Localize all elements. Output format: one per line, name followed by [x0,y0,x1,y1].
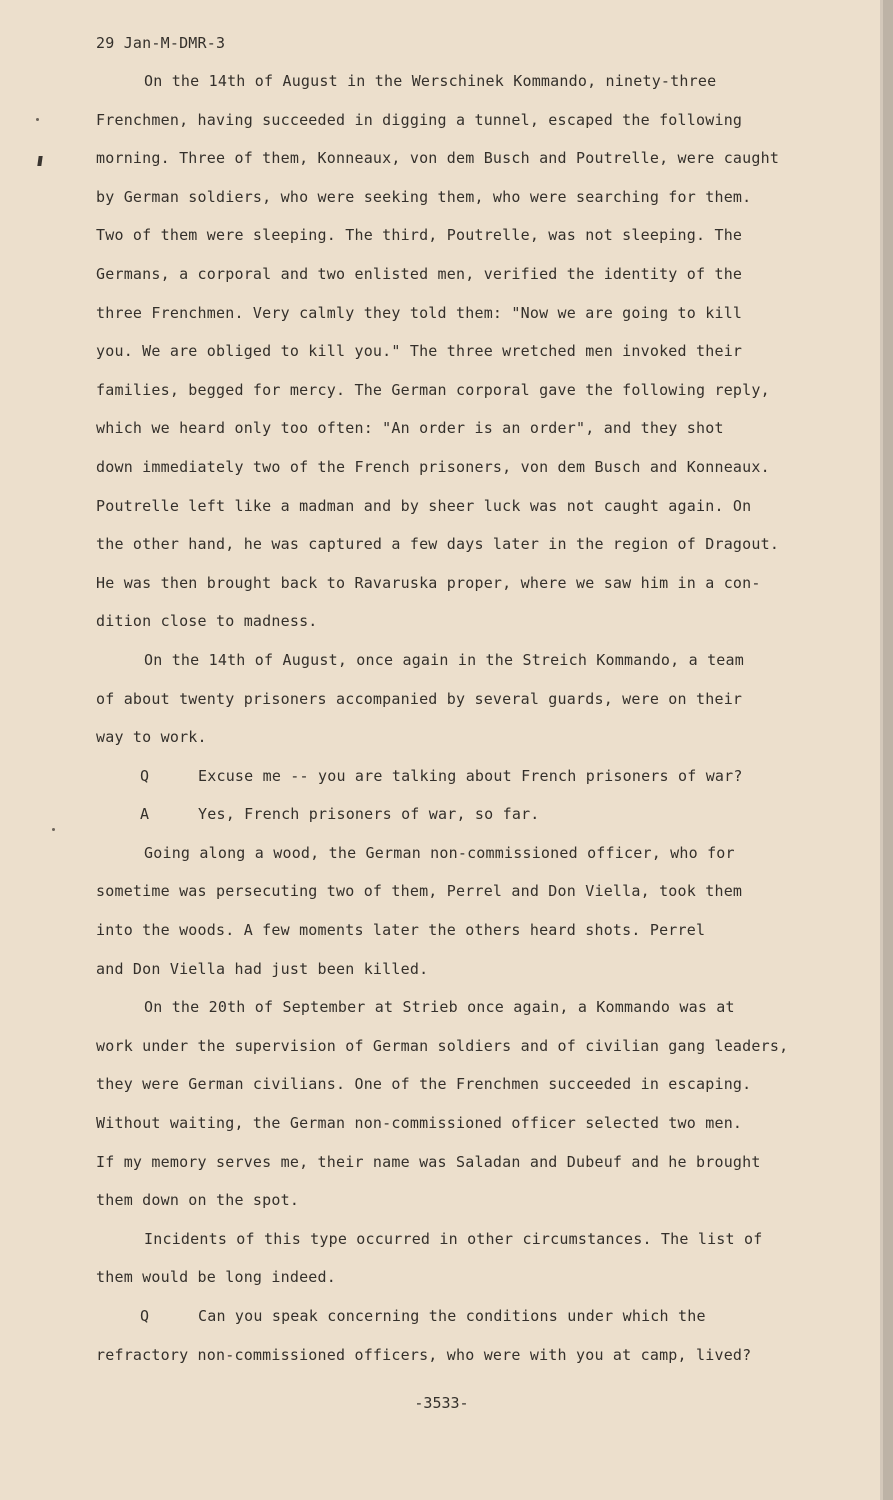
text-line: by German soldiers, who were seeking them, who were searching for them. [96,187,752,206]
text-line: way to work. [96,728,207,747]
margin-dot [36,118,39,121]
qa-row [96,795,788,834]
text-line: and Don Viella had just been killed. [96,959,429,978]
text-line: Going along a wood, the German non-commissioned officer, who for [144,843,735,862]
qa-label: Q [140,766,150,785]
page-number: -3533- [414,1394,469,1412]
text-line: refractory non-commissioned officers, who were with you at camp, lived? [96,1345,752,1364]
qa-row [96,757,788,796]
text-line: Two of them were sleeping. The third, Poutrelle, was not sleeping. The [96,226,743,245]
text-line: If my memory serves me, their name was Saladan and Dubeuf and he brought [96,1152,761,1171]
text-line: morning. Three of them, Konneaux, von dem Busch and Poutrelle, were caught [96,149,780,168]
text-line: them down on the spot. [96,1191,300,1210]
text-line: they were German civilians. One of the Frenchmen succeeded in escaping. [96,1075,752,1094]
text-line: Incidents of this type occurred in other circumstances. The list of [144,1229,763,1248]
text-line: He was then brought back to Ravaruska proper, where we saw him in a con- [96,573,761,592]
text-line: work under the supervision of German soldiers and of civilian gang leaders, [96,1036,789,1055]
text-line: Frenchmen, having succeeded in digging a tunnel, escaped the following [96,110,743,129]
qa-row [96,1297,788,1336]
qa-text: Yes, French prisoners of war, so far. [198,805,540,824]
margin-mark [37,156,42,166]
document-body [96,62,788,1374]
text-line: Poutrelle left like a madman and by sheer luck was not caught again. On [96,496,752,515]
margin-dot [52,828,55,831]
text-line: Germans, a corporal and two enlisted men, verified the identity of the [96,264,743,283]
document-header: 29 Jan-M-DMR-3 [96,34,226,52]
text-line: which we heard only too often: "An order is an order", and they shot [96,419,724,438]
text-line: On the 20th of September at Strieb once again, a Kommando was at [144,998,735,1017]
text-line: On the 14th of August, once again in the Streich Kommando, a team [144,650,744,669]
qa-label: A [140,805,150,824]
text-line: Without waiting, the German non-commissioned officer selected two men. [96,1114,743,1133]
text-line: families, begged for mercy. The German corporal gave the following reply, [96,380,770,399]
text-line: sometime was persecuting two of them, Perrel and Don Viella, took them [96,882,743,901]
text-line: the other hand, he was captured a few days later in the region of Dragout. [96,535,780,554]
text-line: them would be long indeed. [96,1268,336,1287]
text-line: On the 14th of August in the Werschinek Kommando, ninety-three [144,72,717,90]
qa-label: Q [140,1307,150,1325]
text-line: dition close to madness. [96,612,318,631]
text-line: you. We are obliged to kill you." The three wretched men invoked their [96,342,743,361]
qa-text: Can you speak concerning the conditions under which the [198,1307,706,1325]
text-line: of about twenty prisoners accompanied by several guards, were on their [96,689,743,708]
text-line: down immediately two of the French prisoners, von dem Busch and Konneaux. [96,457,770,476]
qa-text: Excuse me -- you are talking about French prisoners of war? [198,766,743,785]
text-line: three Frenchmen. Very calmly they told them: "Now we are going to kill [96,303,743,322]
text-line: into the woods. A few moments later the others heard shots. Perrel [96,921,706,940]
